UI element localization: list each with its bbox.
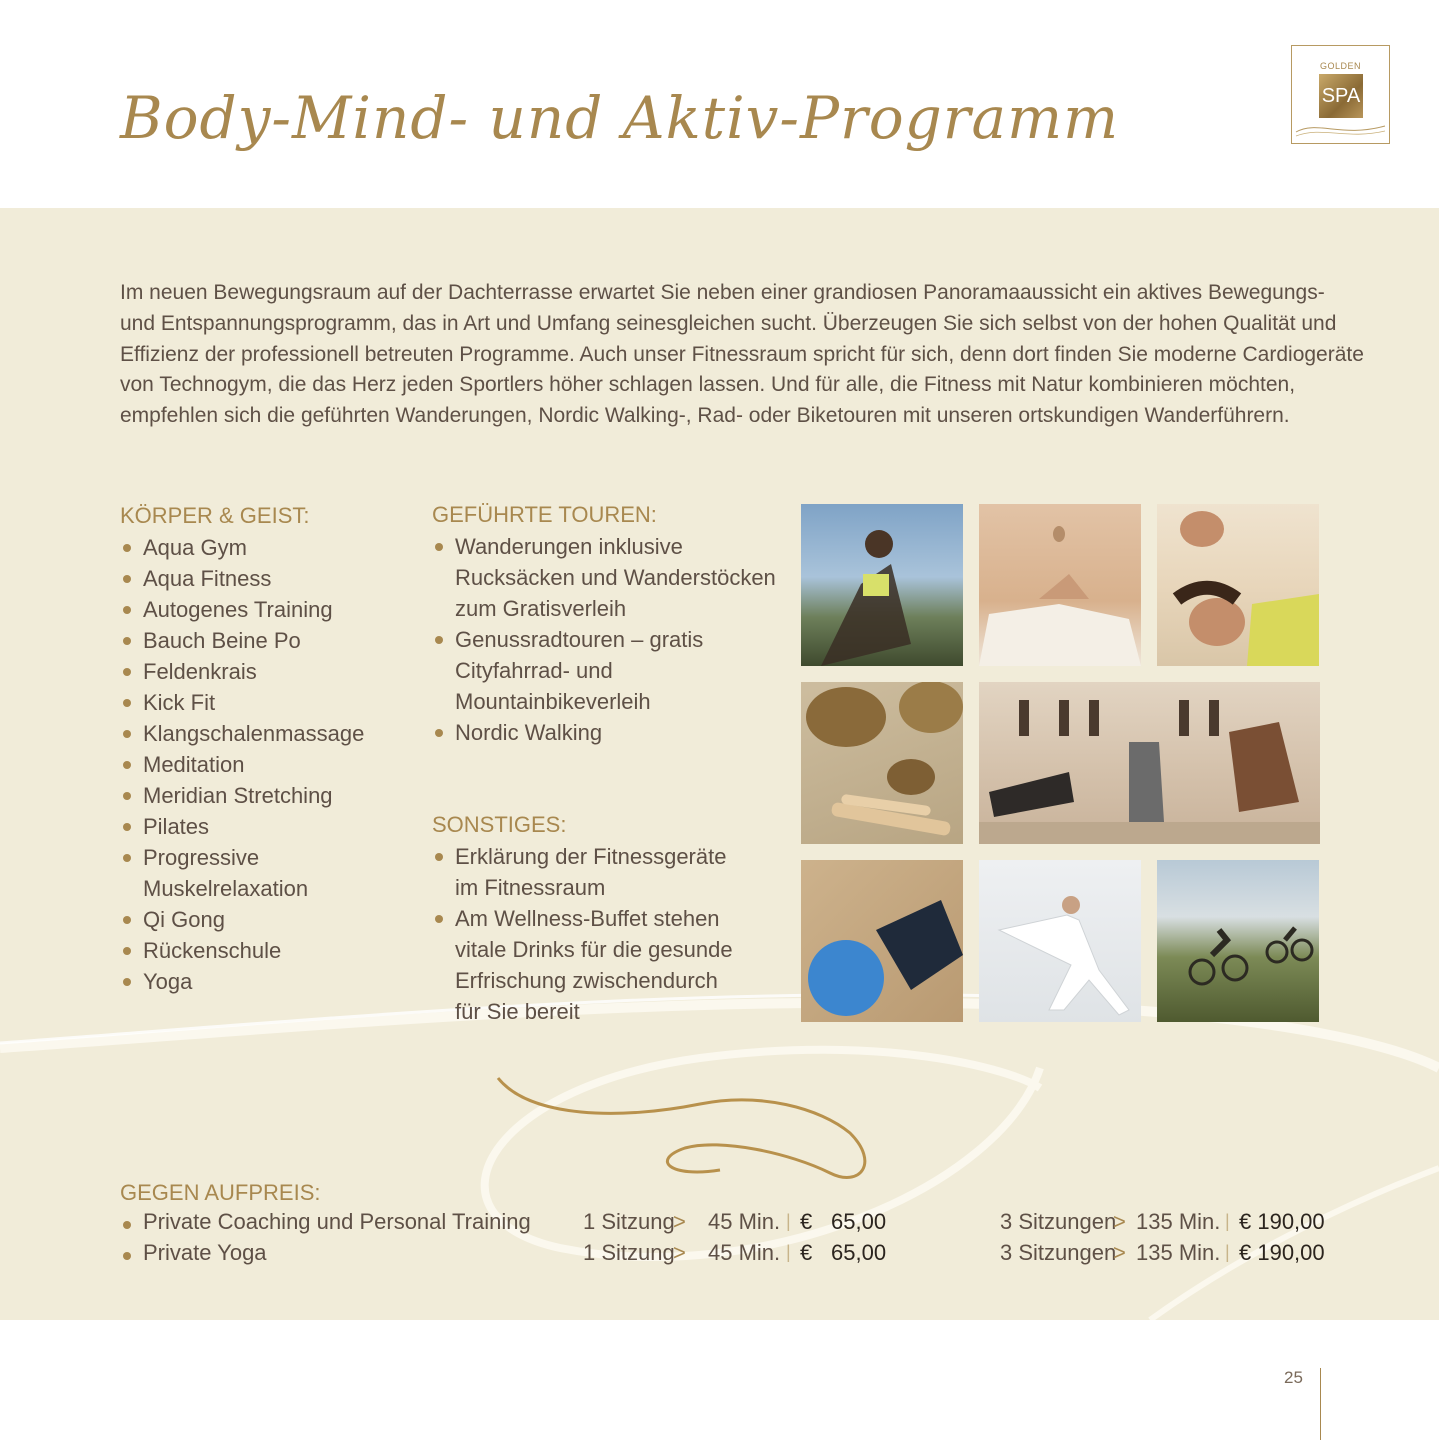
list-item: Erklärung der Fitnessgeräte im Fitnessraum bbox=[432, 841, 733, 903]
multi-price: € 190,00 bbox=[1239, 1240, 1325, 1265]
aufpreis-heading: GEGEN AUFPREIS: bbox=[120, 1180, 321, 1205]
logo-top-text: GOLDEN bbox=[1319, 61, 1361, 71]
separator: | bbox=[1225, 1242, 1230, 1262]
multi-sessions: 3 Sitzungen bbox=[1000, 1209, 1117, 1234]
price-row bbox=[120, 1209, 1325, 1240]
logo-main-text: SPA bbox=[1319, 74, 1363, 118]
intro-line: von Technogym, die das Herz jeden Sportlers höher schlagen lassen. Und für alle, die Fitness mit Natur kombinieren möchten, bbox=[120, 373, 1296, 397]
separator: | bbox=[786, 1242, 791, 1262]
bullet-icon bbox=[123, 1221, 131, 1229]
multi-duration: 135 Min. bbox=[1136, 1240, 1221, 1265]
page-number: 25 bbox=[1284, 1368, 1303, 1387]
single-price: 65,00 bbox=[831, 1209, 887, 1234]
price-row bbox=[120, 1240, 1325, 1271]
bullet-icon bbox=[123, 1252, 131, 1260]
list-item: Wanderungen inklusive Rucksäcken und Wanderstöcken zum Gratisverleih bbox=[432, 531, 776, 624]
photo-nordic-walking bbox=[801, 504, 963, 666]
list-item: Feldenkrais bbox=[120, 656, 364, 687]
multi-sessions: 3 Sitzungen bbox=[1000, 1240, 1117, 1265]
single-price: 65,00 bbox=[831, 1240, 887, 1265]
intro-paragraph bbox=[120, 278, 1364, 432]
intro-line: und Entspannungsprogramm, das in Art und Umfang seinesgleichen sucht. Überzeugen Sie sich selbst von der hohen Qualität und bbox=[120, 311, 1337, 335]
list-item: Pilates bbox=[120, 811, 364, 842]
single-duration: 45 Min. bbox=[708, 1209, 781, 1234]
single-duration: 45 Min. bbox=[708, 1240, 781, 1265]
list-item: Autogenes Training bbox=[120, 594, 364, 625]
single-currency: € bbox=[800, 1240, 813, 1265]
service-name: Private Coaching und Personal Training bbox=[143, 1209, 531, 1234]
list-item: Rückenschule bbox=[120, 935, 364, 966]
list-item: Qi Gong bbox=[120, 904, 364, 935]
arrow-icon: > bbox=[673, 1240, 686, 1265]
arrow-icon: > bbox=[1113, 1209, 1126, 1234]
list-item: Nordic Walking bbox=[432, 717, 776, 748]
page-number-rule bbox=[1320, 1368, 1321, 1440]
service-name: Private Yoga bbox=[143, 1240, 267, 1265]
multi-price: € 190,00 bbox=[1239, 1209, 1325, 1234]
page-title: Body-Mind- und Aktiv-Programm bbox=[120, 84, 1120, 152]
arrow-icon: > bbox=[673, 1209, 686, 1234]
list-item: Bauch Beine Po bbox=[120, 625, 364, 656]
multi-duration: 135 Min. bbox=[1136, 1209, 1221, 1234]
sonstiges-heading: SONSTIGES: bbox=[432, 812, 567, 837]
single-currency: € bbox=[800, 1209, 813, 1234]
list-item: Meridian Stretching bbox=[120, 780, 364, 811]
intro-line: Im neuen Bewegungsraum auf der Dachterrasse erwartet Sie neben einer grandiosen Panoramaaussicht ein aktives Bewegungs- bbox=[120, 281, 1325, 304]
list-item: Kick Fit bbox=[120, 687, 364, 718]
single-sessions: 1 Sitzung bbox=[583, 1209, 675, 1234]
list-item: Genussradtouren – gratis Cityfahrrad- und Mountainbikeverleih bbox=[432, 624, 776, 717]
touren-list bbox=[432, 531, 776, 748]
list-item: Progressive Muskelrelaxation bbox=[120, 842, 364, 904]
intro-line: empfehlen sich die geführten Wanderungen, Nordic Walking-, Rad- oder Biketouren mit unseren ortskundigen Wanderführern. bbox=[120, 404, 1290, 428]
list-item: Am Wellness-Buffet stehen vitale Drinks für die gesunde Erfrischung zwischendurch für Sie bereit bbox=[432, 903, 733, 1027]
koerper-heading: KÖRPER & GEIST: bbox=[120, 503, 310, 528]
list-item: Aqua Gym bbox=[120, 532, 364, 563]
list-item: Yoga bbox=[120, 966, 364, 997]
photo-acupuncture bbox=[979, 504, 1141, 666]
photo-ball-gloves bbox=[801, 860, 963, 1022]
photo-yoga-pose bbox=[979, 860, 1141, 1022]
list-item: Meditation bbox=[120, 749, 364, 780]
golden-spa-logo bbox=[1291, 45, 1390, 144]
sonstiges-list bbox=[432, 841, 733, 1027]
arrow-icon: > bbox=[1113, 1240, 1126, 1265]
photo-singing-bowls bbox=[801, 682, 963, 844]
list-item: Klangschalenmassage bbox=[120, 718, 364, 749]
single-sessions: 1 Sitzung bbox=[583, 1240, 675, 1265]
touren-heading: GEFÜHRTE TOUREN: bbox=[432, 502, 657, 527]
intro-line: Effizienz der professionell betreuten Programme. Auch unser Fitnessraum spricht für sich, denn dort finden Sie moderne Cardiogeräte bbox=[120, 342, 1364, 366]
photo-mountain-biking bbox=[1157, 860, 1319, 1022]
separator: | bbox=[786, 1211, 791, 1231]
logo-wave-icon bbox=[1292, 118, 1389, 140]
photo-fitness-room bbox=[979, 682, 1320, 844]
photo-relaxing-couple bbox=[1157, 504, 1319, 666]
separator: | bbox=[1225, 1211, 1230, 1231]
list-item: Aqua Fitness bbox=[120, 563, 364, 594]
koerper-list bbox=[120, 532, 364, 997]
